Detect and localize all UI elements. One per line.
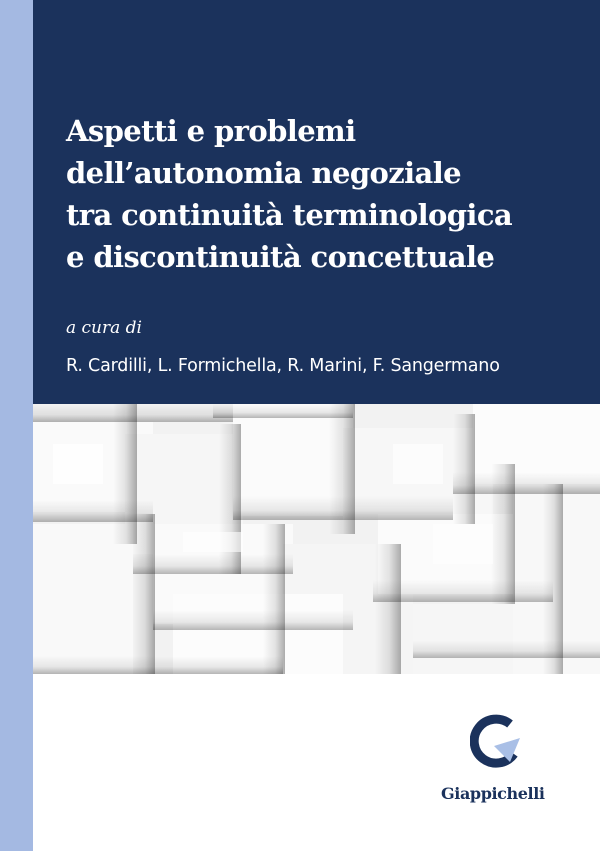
curated-by-label: a cura di: [66, 318, 142, 338]
spine-stripe: [0, 0, 33, 851]
g-logo-icon: [470, 712, 522, 772]
editors-list: R. Cardilli, L. Formichella, R. Marini, F. Sangermano: [66, 356, 500, 376]
title-line: e discontinuità concettuale: [66, 240, 495, 274]
book-title: [66, 110, 586, 278]
title-line: Aspetti e problemi: [66, 114, 356, 148]
title-line: dell’autonomia negoziale: [66, 156, 461, 190]
publisher-name: Giappichelli: [441, 784, 545, 803]
cover-artwork: [33, 404, 600, 674]
title-line: tra continuità terminologica: [66, 198, 513, 232]
